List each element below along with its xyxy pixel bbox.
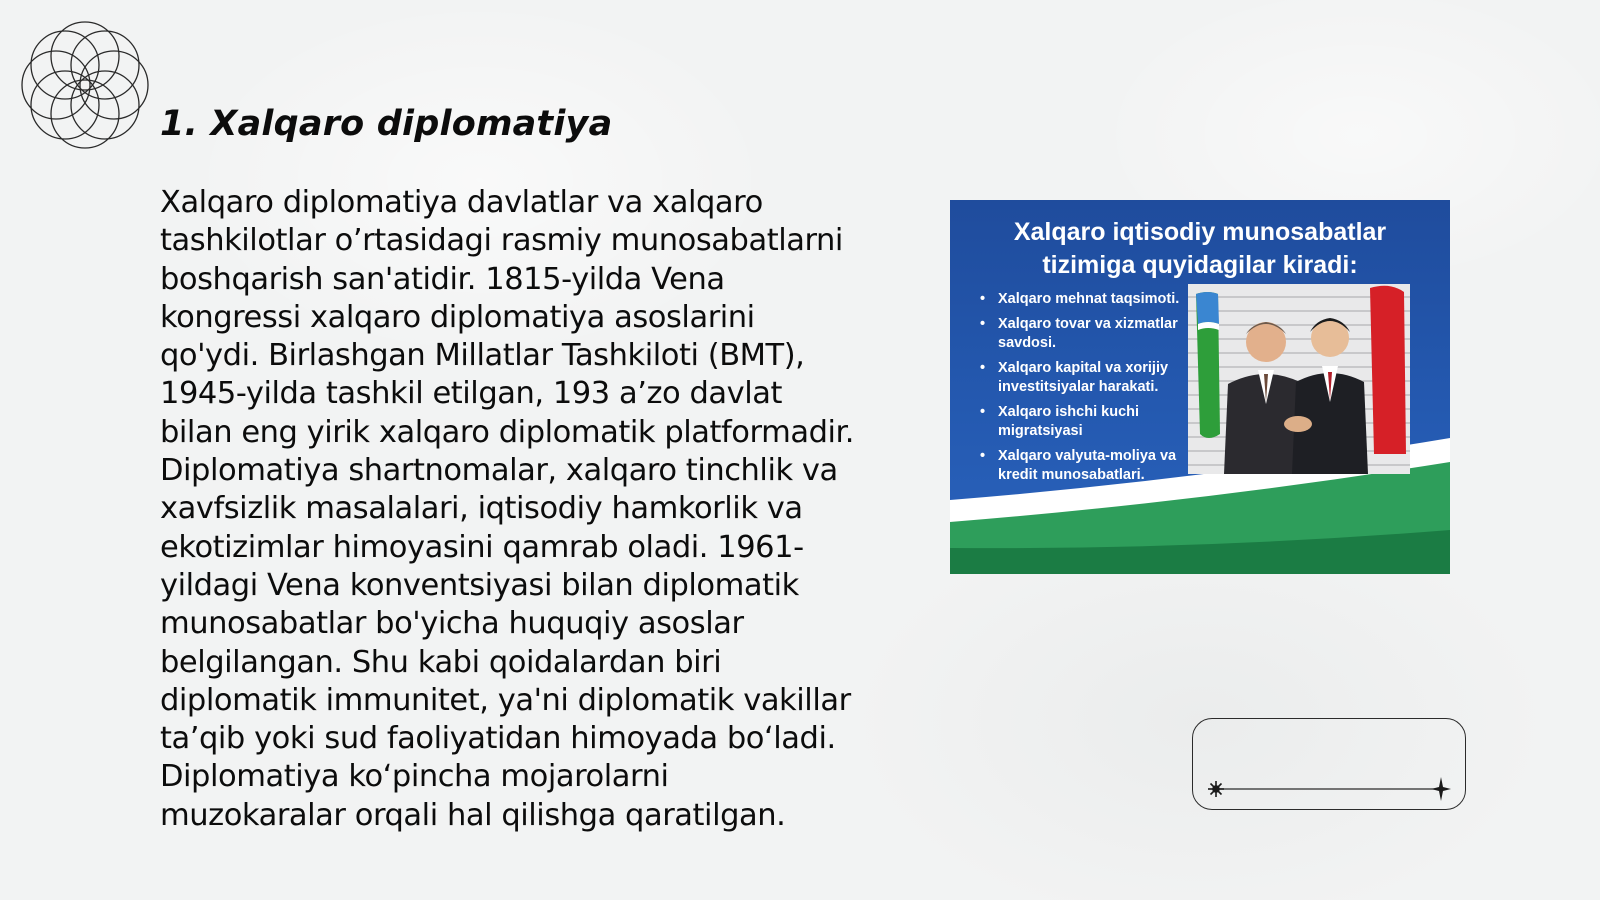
image-bullet-item: • Xalqaro valyuta-moliya va kredit munosabatlari. (980, 447, 1180, 486)
slide-body-text: Xalqaro diplomatiya davlatlar va xalqaro tashkilotlar o’rtasidagi rasmiy munosabatlarni boshqarish san'atidir. 1815-yilda Vena kongressi xalqaro diplomatiya asoslarini qo'ydi. Birlashgan Millatlar Tashkiloti (BMT), 1945-yilda tashkil etilgan, 193 a’zo davlat bilan eng yirik xalqaro diplomatik platformadir. Diplomatiya shartnomalar, xalqaro tinchlik va xavfsizlik masalalari, iqtisodiy hamkorlik va ekotizimlar himoyasini qamrab oladi. 1961-yildagi Vena konventsiyasi bilan diplomatik munosabatlar bo'yicha huquqiy asoslar belgilangan. Shu kabi qoidalardan biri diplomatik immunitet, ya'ni diplomatik vakillar ta’qib yoki sud faoliyatidan himoyada bo‘ladi. Diplomatiya ko‘pincha mojarolarni muzokaralar orqali hal qilishga qaratilgan. (160, 185, 855, 833)
handshake-illustration (1188, 284, 1410, 474)
handshake-photo (1188, 284, 1410, 474)
circles-ornament-icon (10, 10, 160, 160)
image-heading-line-2: tizimiga quyidagilar kiradi: (1042, 251, 1358, 279)
image-bullet-item: • Xalqaro mehnat taqsimoti. (980, 290, 1180, 310)
embedded-slide-image (950, 200, 1450, 574)
four-point-star-icon (1431, 777, 1451, 801)
image-bullet-list (980, 290, 1180, 491)
image-heading (950, 216, 1450, 282)
decorative-card (1192, 718, 1466, 810)
slide-title: 1. Xalqaro diplomatiya (160, 104, 613, 144)
image-bullet-item: • Xalqaro kapital va xorijiy investitsiyalar harakati. (980, 359, 1180, 398)
card-line-decoration (1193, 719, 1465, 809)
image-heading-line-1: Xalqaro iqtisodiy munosabatlar (1013, 218, 1387, 246)
sparkle-icon (1208, 781, 1224, 797)
image-bullet-item: • Xalqaro tovar va xizmatlar savdosi. (980, 315, 1180, 354)
image-bullet-item: • Xalqaro ishchi kuchi migratsiyasi (980, 403, 1180, 442)
